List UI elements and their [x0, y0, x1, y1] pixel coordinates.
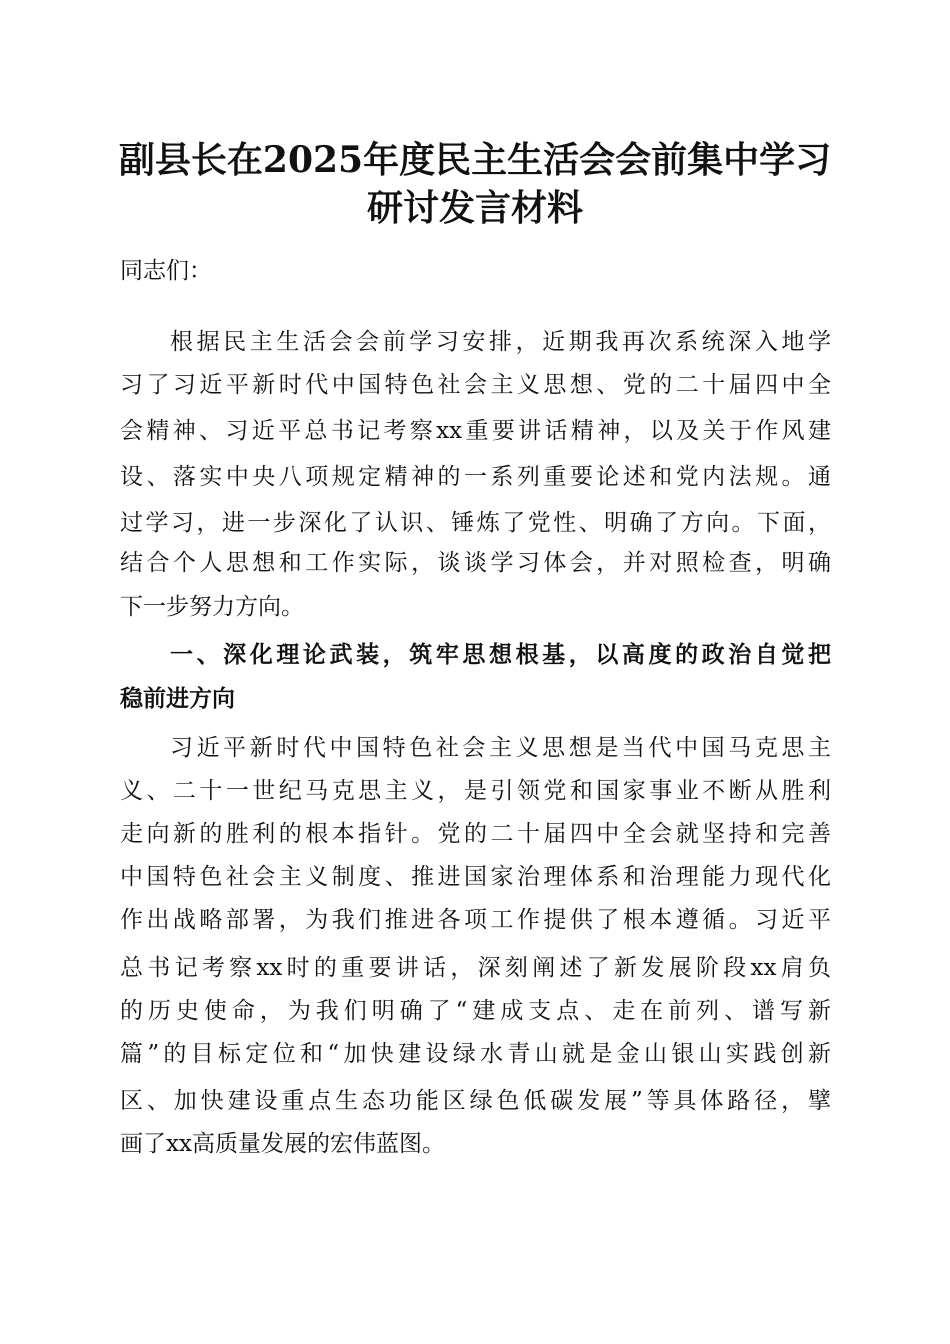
section-heading-line: 稳前进方向: [120, 686, 235, 712]
paragraph-line: 下一步努力方向。: [120, 594, 304, 620]
paragraph-line: 总书记考察xx时的重要讲话，深刻阐述了新发展阶段xx肩负: [120, 955, 831, 981]
paragraph-line: 根据民主生活会会前学习安排，近期我再次系统深入地学: [170, 329, 831, 355]
paragraph-line: 义、二十一世纪马克思主义，是引领党和国家事业不断从胜利: [120, 778, 831, 804]
paragraph-line: 作出战略部署，为我们推进各项工作提供了根本遵循。习近平: [120, 907, 831, 933]
paragraph-line: 结合个人思想和工作实际，谈谈学习体会，并对照检查，明确: [120, 550, 831, 576]
paragraph-line: 的历史使命，为我们明确了“建成支点、走在前列、谱写新: [120, 998, 831, 1024]
paragraph-line: 习近平新时代中国特色社会主义思想是当代中国马克思主: [170, 735, 831, 761]
paragraph-line: 设、落实中央八项规定精神的一系列重要论述和党内法规。通: [120, 464, 831, 490]
paragraph-line: 走向新的胜利的根本指针。党的二十届四中全会就坚持和完善: [120, 821, 831, 847]
paragraph-line: 画了xx高质量发展的宏伟蓝图。: [120, 1131, 445, 1157]
paragraph-line: 篇”的目标定位和“加快建设绿水青山就是金山银山实践创新: [120, 1041, 831, 1067]
paragraph-line: 习了习近平新时代中国特色社会主义思想、党的二十届四中全: [120, 372, 831, 398]
document-title-line-2: 研讨发言材料: [366, 187, 583, 229]
paragraph-line: 过学习，进一步深化了认识、锤炼了党性、明确了方向。下面，: [120, 510, 831, 536]
document-title-line-1: 副县长在2025年度民主生活会会前集中学习: [118, 139, 832, 181]
paragraph-line: 中国特色社会主义制度、推进国家治理体系和治理能力现代化: [120, 864, 831, 890]
section-heading-line: 一、深化理论武装，筑牢思想根基，以高度的政治自觉把: [170, 642, 831, 668]
paragraph-line: 区、加快建设重点生态功能区绿色低碳发展”等具体路径，擘: [120, 1088, 831, 1114]
paragraph-line: 会精神、习近平总书记考察xx重要讲话精神，以及关于作风建: [120, 418, 831, 444]
salutation: 同志们：: [120, 258, 212, 284]
